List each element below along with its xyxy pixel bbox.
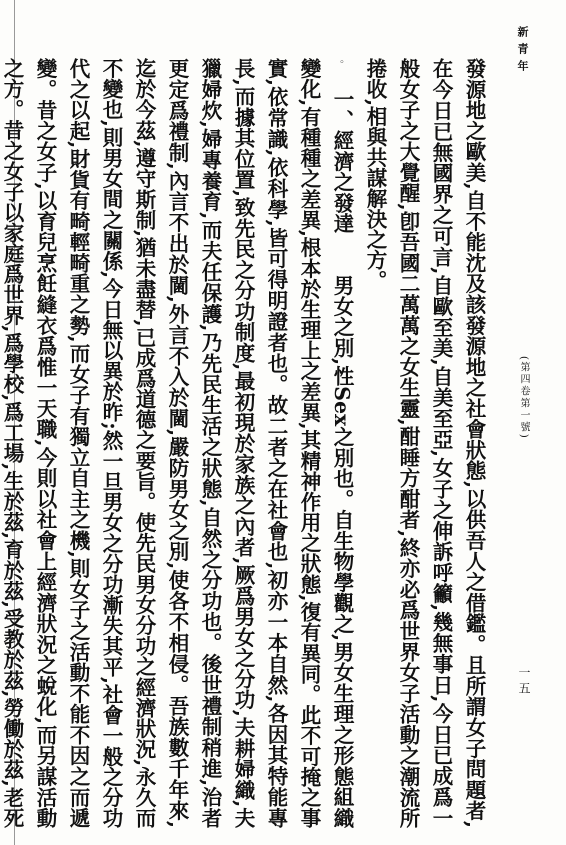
paragraph-intro: 發源地之歐美,自不能沈及該發源地之社會狀態,以供吾人之借鑑。且所謂女子問題者,在今日已無國界之可言,自歐至美,自美至亞,女子之伸訴呼籲,幾無事日,今日已成爲一般女子之大覺醒,卽吾國二萬萬之女生靈,酣睡方酣者,終亦必爲世界女子活動之潮流所捲收,相與共謀解決之方。 <box>363 58 486 828</box>
heading-text: 一、經濟之發達 <box>330 88 354 235</box>
body-text <box>0 58 490 829</box>
running-header <box>514 26 540 816</box>
journal-title: 新青年 <box>516 26 529 77</box>
page-number: 一五 <box>517 666 531 698</box>
heading-marker: ◦ <box>337 58 347 69</box>
paragraph-economy: 男女之別,性Sex之別也。自生物學觀之,男女生理之形態組織變化,有種種之差異,根本於生理上之差異,其精神作用之狀態,復有異同。此不可掩之事實,依常識,依科學,皆可得明證者也。故二者之在社會也,初亦一本自然,各因其特能專長,而據其位置,致先民之分功制度,最初現於家族之內者,厥爲男女之分功,夫耕婦織,夫獵婦炊,婦專養育,而夫任保護,乃先民生活之狀態,自然之分功也。後世禮制稍進,治者更定爲禮制,內言不出於閫,外言不入於閫,嚴防男女之別,使各不相侵。吾族數千年來,迄於今茲,遵守斯制,猶未盡替,已成爲道德之要旨。使先民男女分功之經濟狀況,永久而不變也,則男女間之關係,今日無以異於昨;然一旦男女之分功漸失其平,社會一般之分功代之以起,財貨有畸輕畸重之勢,而女子有獨立自主之機,則女子之活動不能不因之而遞變。昔之女子,以育兒烹飪縫衣爲惟一天職,今則以社會上經濟狀況之蛻化,而另謀活動之方。昔之女子以家庭爲世界,爲學校,爲工場,生於茲,育於茲,受教於茲,勞働於茲,老死 <box>0 58 354 829</box>
issue-number: (第四卷第一號) <box>518 356 529 440</box>
section-heading-economy <box>0 58 358 828</box>
